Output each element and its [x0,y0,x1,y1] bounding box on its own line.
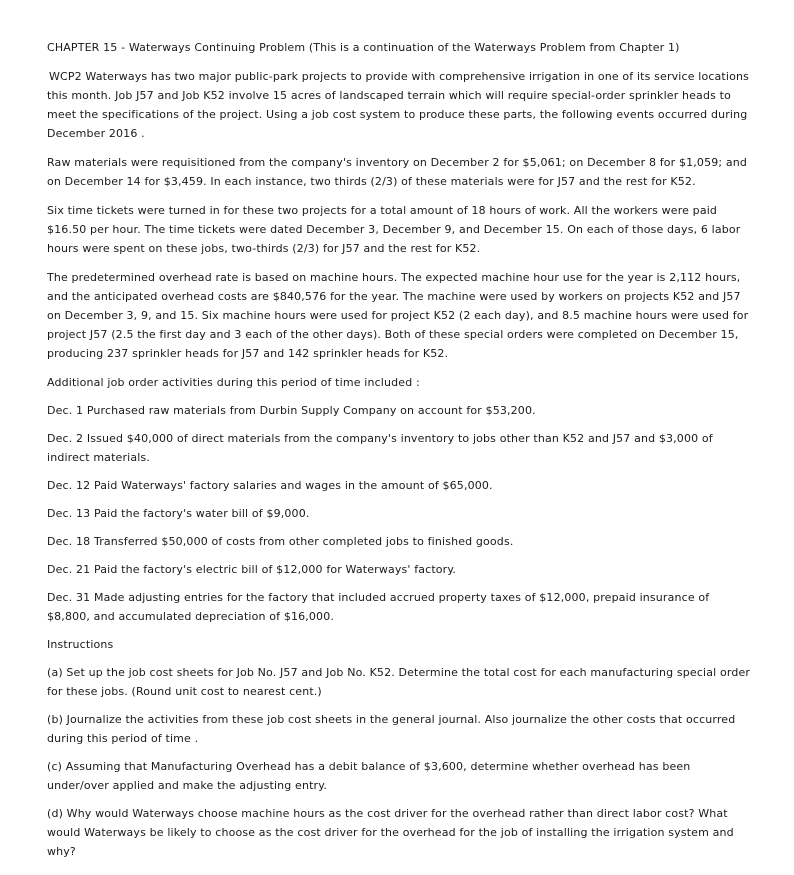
instruction-item: (b) Journalize the activities from these job cost sheets in the general journal. Also journalize the other costs that occurred during this period of time . [47,713,736,745]
instruction-item: (d) Why would Waterways choose machine hours as the cost driver for the overhead rather than direct labor cost? What would Waterways be likely to choose as the cost driver for the overhead for the job of installing the irrigation system and why? [47,807,734,858]
additional-activities-heading: Additional job order activities during this period of time included : [47,376,420,389]
document-page [47,38,752,861]
instruction-item: (a) Set up the job cost sheets for Job No. J57 and Job No. K52. Determine the total cost for each manufacturing special order for these jobs. (Round unit cost to nearest cent.) [47,666,751,698]
instructions-heading: Instructions [47,638,114,651]
intro-paragraph: WCP2 Waterways has two major public-park projects to provide with comprehensive irrigation in one of its service locations this month. Job J57 and Job K52 involve 15 acres of landscaped terrain which will require special-order sprinkler heads to meet the specifications of the project. Using a job cost system to produce these parts, the following events occurred during December 2016 . [47,70,749,140]
time-tickets-paragraph: Six time tickets were turned in for these two projects for a total amount of 18 hours of work. All the workers were paid $16.50 per hour. The time tickets were dated December 3, December 9, and December 15. On each of those days, 6 labor hours were spent on these jobs, two-thirds (2/3) for J57 and the rest for K52. [47,204,741,255]
activity-item: Dec. 31 Made adjusting entries for the factory that included accrued property taxes of $12,000, prepaid insurance of $8,800, and accumulated depreciation of $16,000. [47,591,710,623]
activity-item: Dec. 18 Transferred $50,000 of costs from other completed jobs to finished goods. [47,535,514,548]
instruction-item: (c) Assuming that Manufacturing Overhead has a debit balance of $3,600, determine whether overhead has been under/over applied and make the adjusting entry. [47,760,691,792]
raw-materials-paragraph: Raw materials were requisitioned from the company's inventory on December 2 for $5,061; on December 8 for $1,059; and on December 14 for $3,459. In each instance, two thirds (2/3) of these materials were for J57 and the rest for K52. [47,156,748,188]
activity-item: Dec. 12 Paid Waterways' factory salaries and wages in the amount of $65,000. [47,479,493,492]
activity-item: Dec. 13 Paid the factory's water bill of $9,000. [47,507,310,520]
activity-item: Dec. 1 Purchased raw materials from Durbin Supply Company on account for $53,200. [47,404,536,417]
activity-item: Dec. 2 Issued $40,000 of direct materials from the company's inventory to jobs other than K52 and J57 and $3,000 of indirect materials. [47,432,713,464]
overhead-paragraph: The predetermined overhead rate is based on machine hours. The expected machine hour use for the year is 2,112 hours, and the anticipated overhead costs are $840,576 for the year. The machine were used by workers on projects K52 and J57 on December 3, 9, and 15. Six machine hours were used for project K52 (2 each day), and 8.5 machine hours were used for project J57 (2.5 the first day and 3 each of the other days). Both of these special orders were completed on December 15, producing 237 sprinkler heads for J57 and 142 sprinkler heads for K52. [47,271,749,360]
activity-item: Dec. 21 Paid the factory's electric bill of $12,000 for Waterways' factory. [47,563,457,576]
chapter-title: CHAPTER 15 - Waterways Continuing Problem (This is a continuation of the Waterways Problem from Chapter 1) [47,41,680,54]
